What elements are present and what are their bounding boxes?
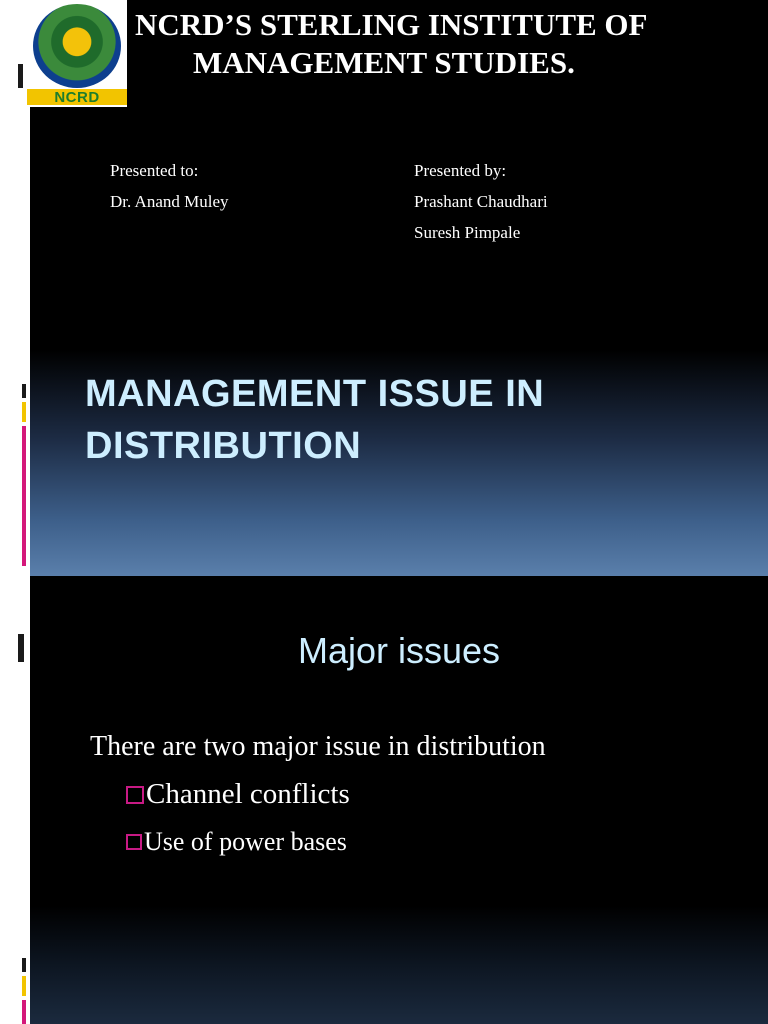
accent-bar-black (22, 384, 26, 398)
slide-heading: Major issues (297, 630, 501, 671)
ncrd-logo (27, 0, 127, 107)
presentation-title-line2: DISTRIBUTION (85, 425, 362, 467)
logo-text: NCRD (27, 89, 127, 105)
institute-title-line2: MANAGEMENT STUDIES. (193, 45, 575, 80)
presented-to-name: Dr. Anand Muley (110, 192, 229, 211)
checkbox-bullet-icon (126, 834, 142, 850)
institute-title (130, 6, 750, 82)
accent-bar-black (22, 958, 26, 972)
presented-by-block (414, 155, 548, 248)
accent-bar-magenta (22, 1000, 26, 1024)
accent-bar-yellow (22, 976, 26, 996)
presentation-title-line1: MANAGEMENT ISSUE IN (85, 373, 545, 415)
content-slide (0, 576, 768, 1024)
presented-to-label: Presented to: (110, 161, 199, 180)
intro-text: There are two major issue in distribution (90, 731, 546, 762)
bullet-item (126, 778, 350, 811)
bullet-item (126, 827, 347, 857)
left-edge-marker (18, 64, 23, 88)
presented-to-block (110, 155, 229, 217)
slide-background (30, 0, 768, 576)
presented-by-label: Presented by: (414, 161, 507, 180)
logo-emblem-icon (33, 4, 121, 88)
institute-title-line1: NCRD’S STERLING INSTITUTE OF (135, 7, 648, 42)
accent-bar-yellow (22, 402, 26, 422)
accent-bar-magenta (22, 426, 26, 566)
presentation-title (85, 368, 725, 472)
presenter-name: Prashant Chaudhari (414, 192, 548, 211)
checkbox-bullet-icon (126, 786, 144, 804)
bullet-text: Use of power bases (144, 827, 347, 856)
left-edge-marker (18, 634, 24, 662)
bullet-text: Channel conflicts (146, 778, 350, 810)
presenter-name: Suresh Pimpale (414, 223, 521, 242)
